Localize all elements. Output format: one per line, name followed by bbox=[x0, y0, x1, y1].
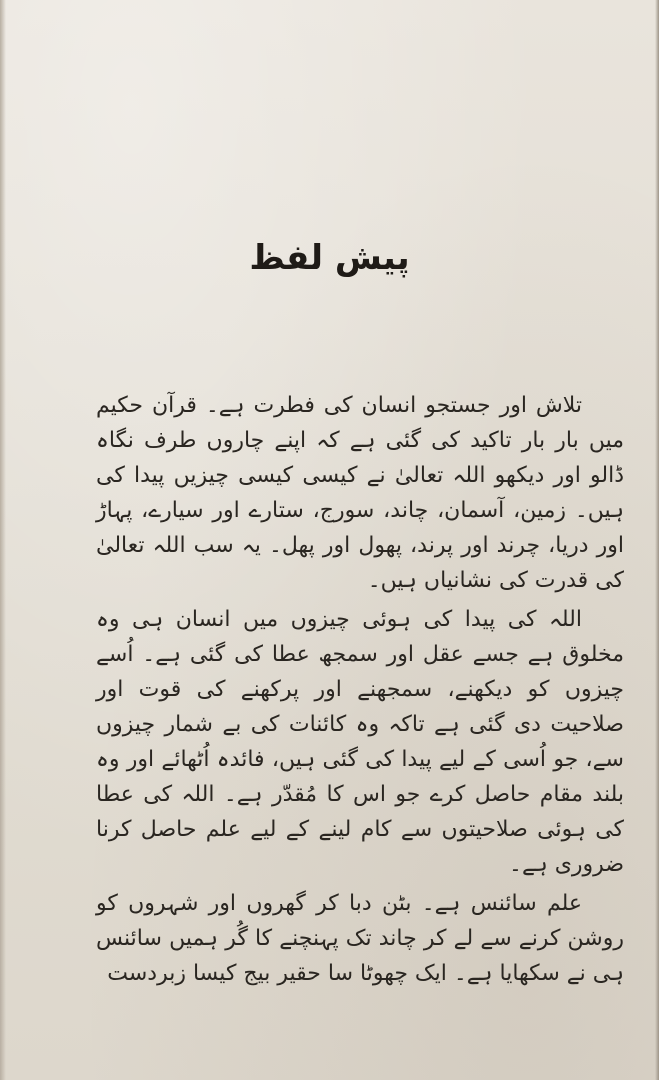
paragraph-1: تلاش اور جستجو انسان کی فطرت ہے۔ قرآن حکیم میں بار بار تاکید کی گئی ہے کہ اپنے چاروں طرف نگاہ ڈالو اور دیکھو اللہ تعالیٰ نے کیسی کیسی چیزیں پیدا کی ہیں۔ زمین، آسمان، چاند، سورج، ستارے اور سیارے، پہاڑ اور دریا، چرند اور پرند، پھول اور پھل۔ یہ سب اللہ تعالیٰ کی قدرت کی نشانیاں ہیں۔ bbox=[96, 393, 624, 593]
page-left-edge-shadow bbox=[0, 0, 6, 1080]
paragraph-3: علم سائنس ہے۔ بٹن دبا کر گھروں اور شہروں کو روشن کرنے سے لے کر چاند تک پہنچنے کا گُر ہمیں سائنس ہی نے سکھایا ہے۔ ایک چھوٹا سا حقیر بیج کیسا زبردست bbox=[96, 891, 624, 986]
page-title: پیش لفظ bbox=[249, 238, 410, 278]
page-right-edge-shadow bbox=[655, 0, 659, 1080]
body-text bbox=[96, 388, 624, 991]
paragraph-2: اللہ کی پیدا کی ہوئی چیزوں میں انسان ہی وہ مخلوق ہے جسے عقل اور سمجھ عطا کی گئی ہے۔ اُسے چیزوں کو دیکھنے، سمجھنے اور پرکھنے کی قوت اور صلاحیت دی گئی ہے تاکہ وہ کائنات کی بے شمار چیزوں سے، جو اُسی کے لیے پیدا کی گئی ہیں، فائدہ اُٹھائے اور وہ بلند مقام حاصل کرے جو اس کا مُقدّر ہے۔ اللہ کی عطا کی ہوئی صلاحیتوں سے کام لینے کے لیے علم حاصل کرنا ضروری ہے۔ bbox=[96, 607, 624, 877]
